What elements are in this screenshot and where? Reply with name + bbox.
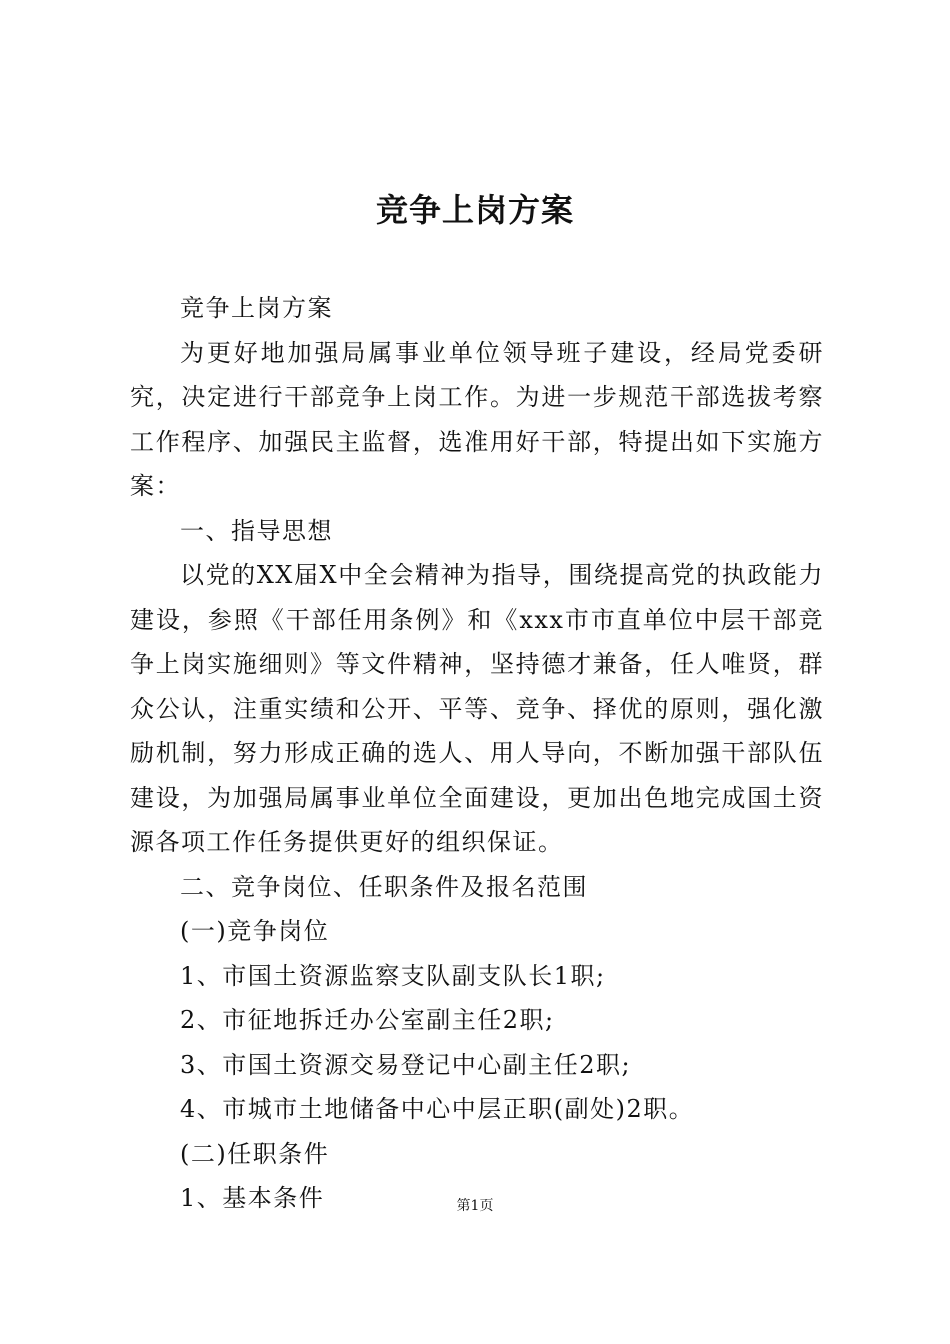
list-item-position: 2、市征地拆迁办公室副主任2职; bbox=[180, 1006, 555, 1034]
document-body bbox=[130, 286, 824, 1221]
list-item-basic-conditions: 1、基本条件 bbox=[180, 1184, 325, 1212]
list-item-position: 3、市国土资源交易登记中心副主任2职; bbox=[180, 1050, 632, 1079]
document-title: 竞争上岗方案 bbox=[375, 191, 574, 229]
subsection-heading-conditions: (二)任职条件 bbox=[180, 1139, 330, 1168]
paragraph-guiding-ideology: 以党的XX届X中全会精神为指导，围绕提高党的执政能力建设，参照《干部任用条例》和《xxx市市直单位中层干部竞争上岗实施细则》等文件精神，坚持德才兼备，任人唯贤，群众公认，注重实绩和公开、平等、竞争、择优的原则，强化激励机制，努力形成正确的选人、用人导向，不断加强干部队伍建设，为加强局属事业单位全面建设，更加出色地完成国土资源各项工作任务提供更好的组织保证。 bbox=[130, 561, 824, 856]
page-number: 第1页 bbox=[456, 1198, 494, 1214]
paragraph-intro: 为更好地加强局属事业单位领导班子建设，经局党委研究，决定进行干部竞争上岗工作。为进一步规范干部选拔考察工作程序、加强民主监督，选准用好干部，特提出如下实施方案： bbox=[130, 338, 824, 500]
section-heading-guiding-ideology: 一、指导思想 bbox=[180, 516, 333, 545]
section-heading-positions: 二、竞争岗位、任职条件及报名范围 bbox=[180, 872, 588, 901]
list-item-position: 4、市城市土地储备中心中层正职(副处)2职。 bbox=[180, 1095, 695, 1123]
paragraph-heading: 竞争上岗方案 bbox=[180, 294, 333, 322]
list-item-position: 1、市国土资源监察支队副支队长1职; bbox=[180, 961, 606, 990]
subsection-heading-positions: (一)竞争岗位 bbox=[180, 917, 330, 945]
